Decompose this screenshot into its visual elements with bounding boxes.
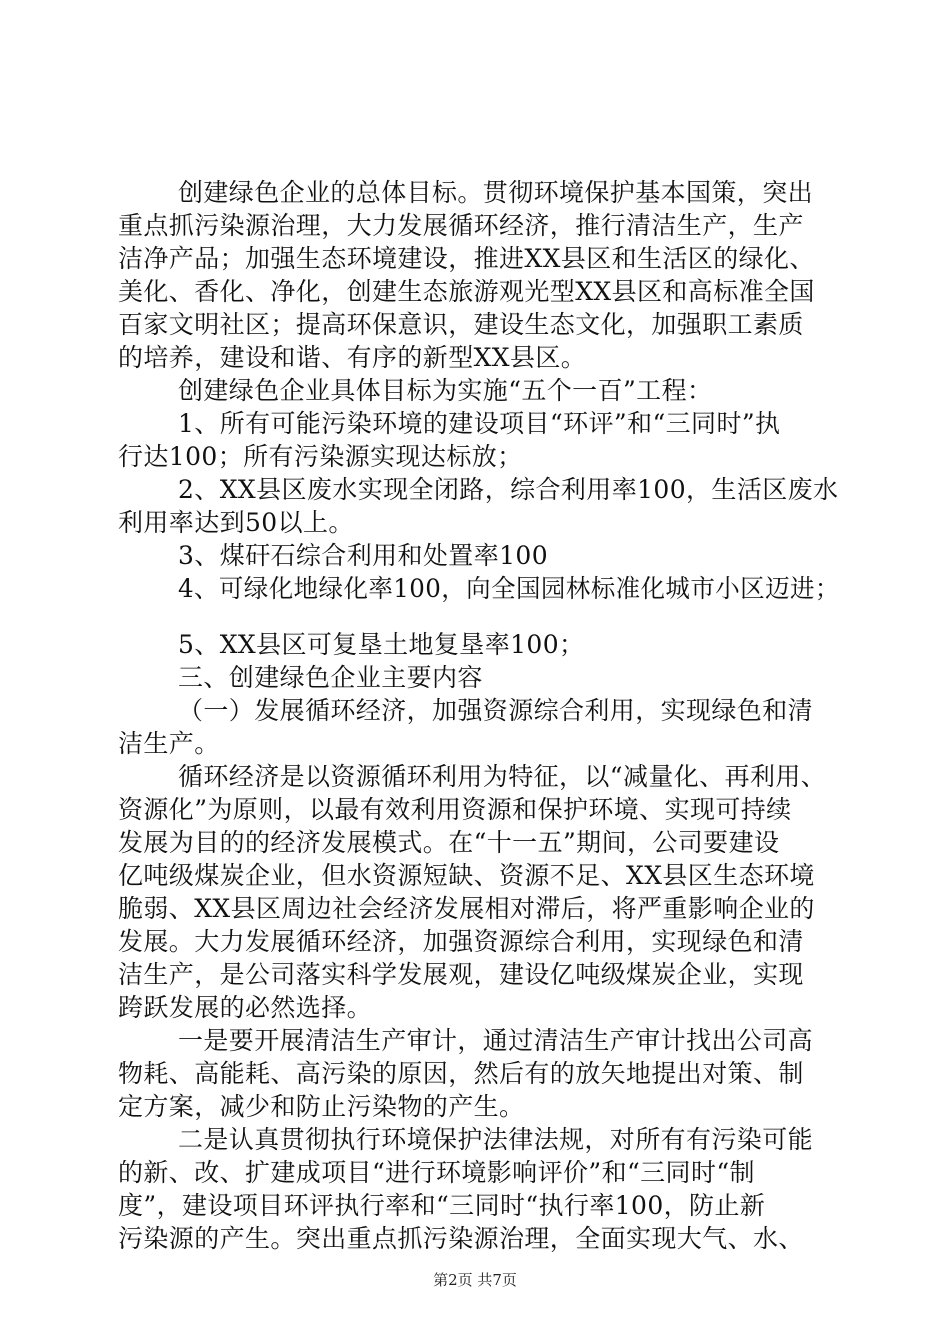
subsection-heading: （一）发展循环经济，加强资源综合利用，实现绿色和清 (178, 696, 814, 725)
text-line: 的新、改、扩建成项目“进行环境影响评价”和“三同时“制 (118, 1158, 755, 1187)
text-line: 3、煤矸石综合利用和处置率100 (178, 541, 549, 570)
text-line: 创建绿色企业具体目标为实施“五个一百”工程： (178, 376, 713, 405)
section-heading: 三、创建绿色企业主要内容 (178, 663, 483, 692)
text-line: 污染源的产生。突出重点抓污染源治理，全面实现大气、水、 (118, 1224, 804, 1253)
text-line: 创建绿色企业的总体目标。贯彻环境保护基本国策，突出 (178, 178, 814, 207)
text-line: 利用率达到50以上。 (118, 508, 354, 537)
text-line: 行达100；所有污染源实现达标放； (118, 442, 523, 471)
text-line: 美化、香化、净化，创建生态旅游观光型XX县区和高标准全国 (118, 277, 815, 306)
text-line: 洁净产品；加强生态环境建设，推进XX县区和生活区的绿化、 (118, 244, 815, 273)
text-line: 物耗、高能耗、高污染的原因，然后有的放矢地提出对策、制 (118, 1059, 804, 1088)
text-line: 的培养，建设和谐、有序的新型XX县区。 (118, 343, 587, 372)
page-number-footer: 第2页 共7页 (433, 1271, 517, 1289)
text-line: 亿吨级煤炭企业，但水资源短缺、资源不足、XX县区生态环境 (118, 861, 815, 890)
text-line: 洁生产，是公司落实科学发展观，建设亿吨级煤炭企业，实现 (118, 960, 804, 989)
text-line: 发展为目的的经济发展模式。在“十一五”期间，公司要建设 (118, 828, 780, 857)
text-line: 度”，建设项目环评执行率和“三同时“执行率100，防止新 (118, 1191, 766, 1220)
text-line: 一是要开展清洁生产审计，通过清洁生产审计找出公司高 (178, 1026, 814, 1055)
text-line: 2、XX县区废水实现全闭路，综合利用率100，生活区废水 (178, 475, 839, 504)
text-line: 二是认真贯彻执行环境保护法律法规，对所有有污染可能 (178, 1125, 814, 1154)
text-line: 跨跃发展的必然选择。 (118, 993, 373, 1022)
text-line: 5、XX县区可复垦土地复垦率100； (178, 630, 585, 659)
text-line: 重点抓污染源治理，大力发展循环经济，推行清洁生产，生产 (118, 211, 804, 240)
text-line: 4、可绿化地绿化率100，向全国园林标准化城市小区迈进； (178, 574, 840, 603)
text-line: 脆弱、XX县区周边社会经济发展相对滞后，将严重影响企业的 (118, 894, 815, 923)
text-line: 定方案，减少和防止污染物的产生。 (118, 1092, 525, 1121)
text-line: 资源化”为原则，以最有效利用资源和保护环境、实现可持续 (118, 795, 792, 824)
text-line: 发展。大力发展循环经济，加强资源综合利用，实现绿色和清 (118, 927, 804, 956)
text-line: 百家文明社区；提高环保意识，建设生态文化，加强职工素质 (118, 310, 804, 339)
text-line: 循环经济是以资源循环利用为特征，以“减量化、再利用、 (178, 762, 827, 791)
text-line: 洁生产。 (118, 729, 220, 758)
text-line: 1、所有可能污染环境的建设项目“环评”和“三同时”执 (178, 409, 781, 438)
